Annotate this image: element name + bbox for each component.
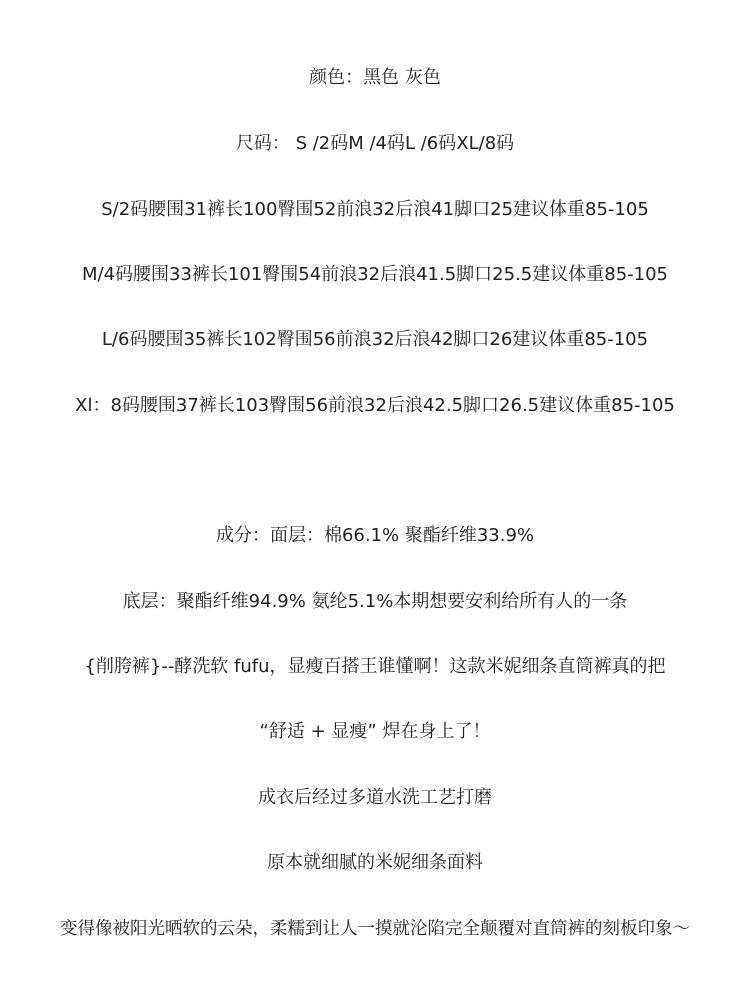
intro-text: {削胯裤}--酵洗软 fufu，显瘦百搭王谁懂啊！这款米妮细条直筒裤真的把 <box>84 656 666 677</box>
size-spec-l: L/6码腰围35裤长102臀围56前浪32后浪42脚口26建议体重85-105 <box>101 329 649 350</box>
color-options-text: 颜色：黑色 灰色 <box>309 67 441 88</box>
slogan-text: “舒适 + 显瘦” 焊在身上了！ <box>259 721 491 742</box>
size-options-text: 尺码： S /2码M /4码L /6码XL/8码 <box>235 133 515 154</box>
lining-text: 底层：聚酯纤维94.9% 氨纶5.1%本期想要安利给所有人的一条 <box>122 591 628 612</box>
size-spec-xl: Xl：8码腰围37裤长103臀围56前浪32后浪42.5脚口26.5建议体重85-105 <box>75 395 675 416</box>
fabric-text: 原本就细腻的米妮细条面料 <box>267 852 483 873</box>
size-spec-s: S/2码腰围31裤长100臀围52前浪32后浪41脚口25建议体重85-105 <box>101 199 649 220</box>
composition-text: 成分：面层：棉66.1% 聚酯纤维33.9% <box>215 525 535 546</box>
process-text: 成衣后经过多道水洗工艺打磨 <box>258 787 492 808</box>
size-spec-m: M/4码腰围33裤长101臀围54前浪32后浪41.5脚口25.5建议体重85-105 <box>81 264 669 285</box>
result-text: 变得像被阳光晒软的云朵，柔糯到让人一摸就沦陷完全颠覆对直筒裤的刻板印象～ <box>60 919 690 939</box>
